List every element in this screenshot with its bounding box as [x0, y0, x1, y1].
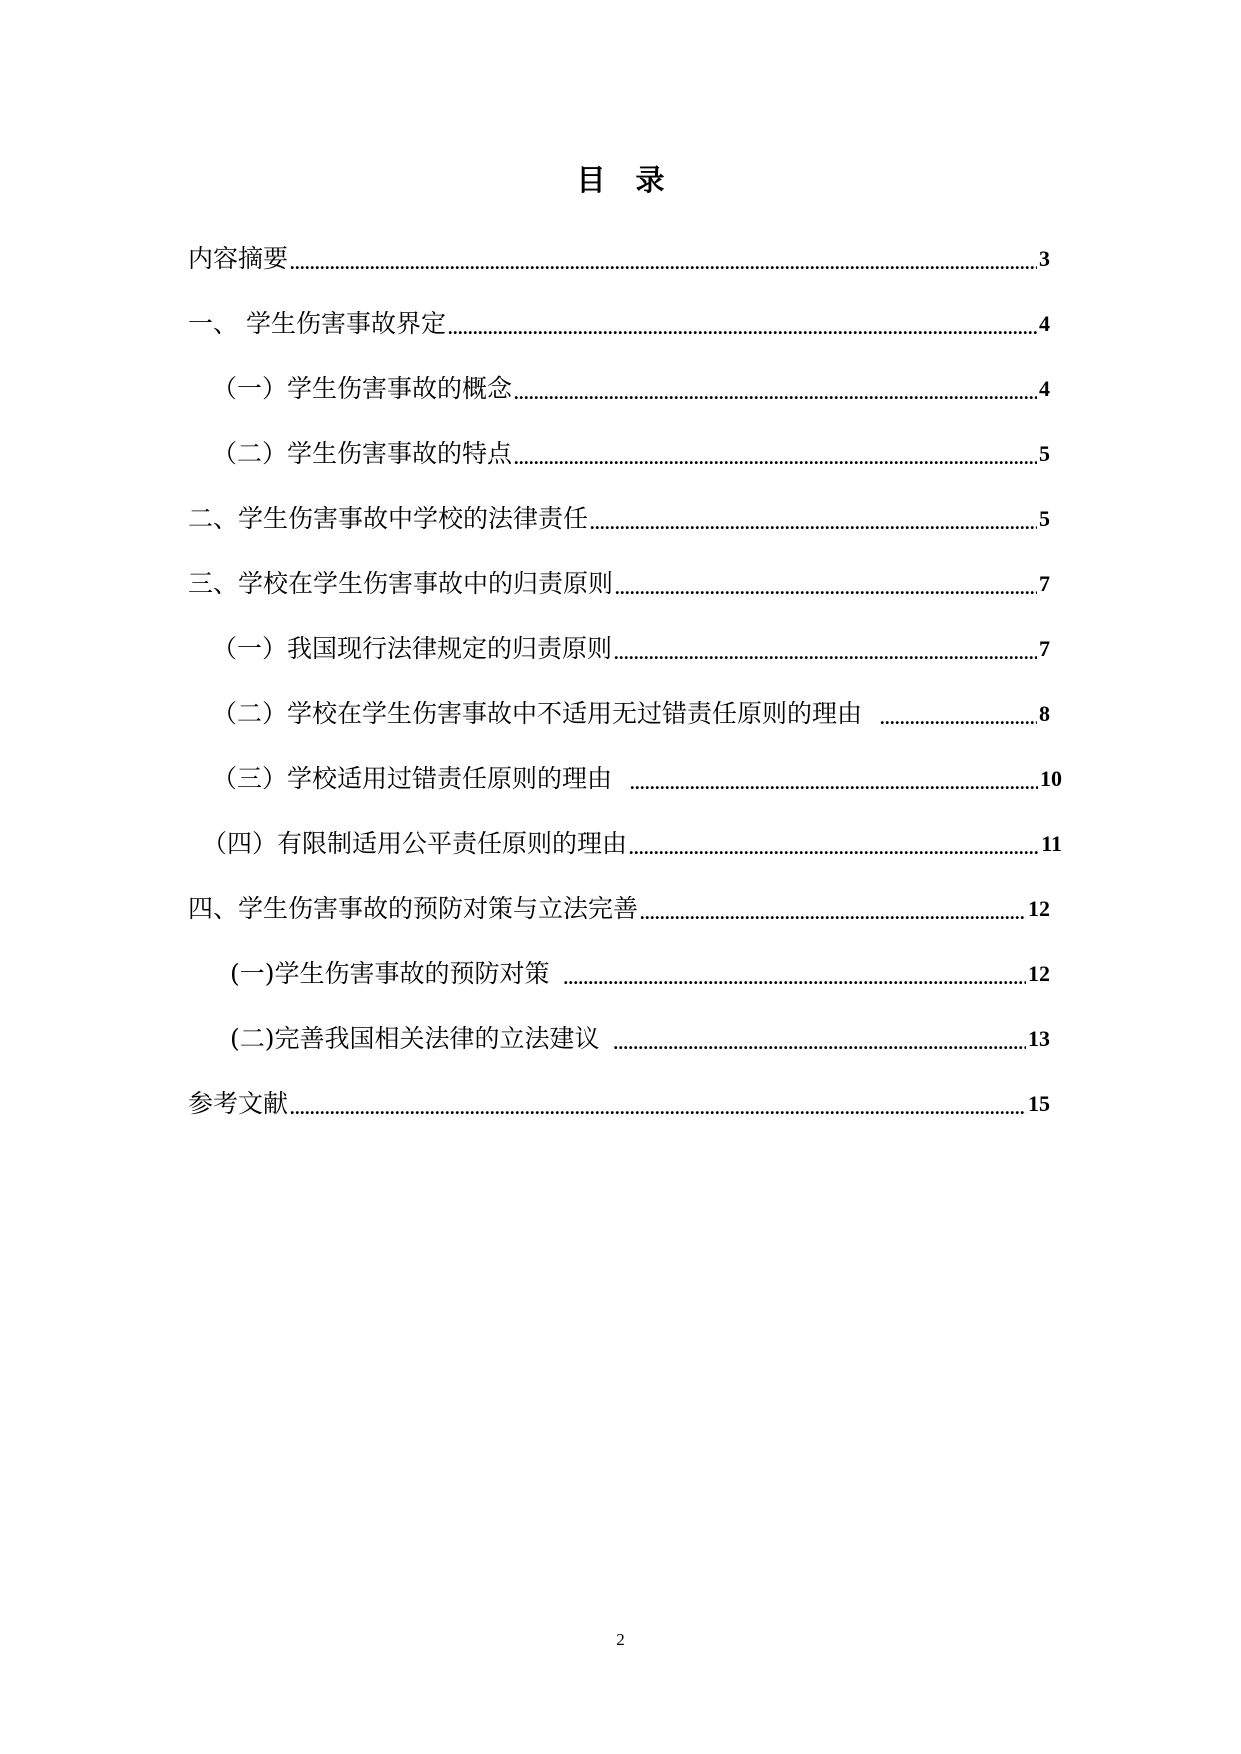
toc-leader: [880, 698, 1037, 730]
toc-leader: [514, 438, 1037, 470]
toc-entry[interactable]: [188, 486, 1050, 551]
toc-entry-label: （三）学校适用过错责任原则的理由: [212, 763, 613, 793]
toc-entry-page: 4: [1039, 375, 1050, 401]
toc-entry-page: 3: [1039, 245, 1050, 271]
page-number: 2: [616, 1630, 625, 1649]
toc-leader: [640, 893, 1026, 925]
toc-entry[interactable]: [188, 811, 1062, 876]
toc-leader: [290, 1088, 1026, 1120]
toc-entry-page: 5: [1039, 440, 1050, 466]
toc-entry[interactable]: [188, 1006, 1050, 1071]
toc-title-part2: 录: [635, 163, 665, 197]
toc-entry[interactable]: [188, 616, 1050, 681]
toc-entry-page: 7: [1039, 570, 1050, 596]
toc-entry-label: (一)学生伤害事故的预防对策: [230, 958, 550, 988]
toc-leader: [614, 1023, 1026, 1055]
toc-entry-label: （二）学生伤害事故的特点: [212, 438, 513, 468]
toc-entry-page: 12: [1028, 895, 1050, 921]
toc-entry-label: 四、学生伤害事故的预防对策与立法完善: [188, 893, 639, 923]
toc-entry-label: 一、 学生伤害事故界定: [188, 308, 446, 338]
toc-entry-label: （一）我国现行法律规定的归责原则: [212, 633, 613, 663]
toc-title: [0, 158, 1241, 199]
toc-leader: [290, 243, 1037, 275]
toc-leader: [630, 763, 1038, 795]
toc-entry-label: （二）学校在学生伤害事故中不适用无过错责任原则的理由: [212, 698, 863, 728]
toc-entry[interactable]: [188, 681, 1050, 746]
toc-entry-page: 5: [1039, 505, 1050, 531]
toc-entry-page: 11: [1041, 830, 1062, 856]
toc-entry-label: 二、学生伤害事故中学校的法律责任: [188, 503, 589, 533]
toc-leader: [590, 503, 1037, 535]
toc-entry-page: 8: [1039, 700, 1050, 726]
toc-entry-label: （四）有限制适用公平责任原则的理由: [202, 828, 628, 858]
toc-entry[interactable]: [188, 941, 1050, 1006]
toc-entry-page: 10: [1040, 765, 1062, 791]
toc-entry-label: (二)完善我国相关法律的立法建议: [230, 1023, 600, 1053]
toc-entry[interactable]: [188, 291, 1050, 356]
toc-entry[interactable]: [188, 876, 1050, 941]
toc-leader: [614, 633, 1037, 665]
toc-entry-page: 15: [1028, 1090, 1050, 1116]
toc-entry-label: 三、学校在学生伤害事故中的归责原则: [188, 568, 614, 598]
toc-entry-label: 内容摘要: [188, 243, 289, 273]
toc-entry[interactable]: [188, 746, 1062, 811]
toc-leader: [615, 568, 1037, 600]
toc-title-part1: 目: [576, 163, 606, 197]
toc-entry[interactable]: [188, 551, 1050, 616]
toc-entry-label: （一）学生伤害事故的概念: [212, 373, 513, 403]
toc-entry-page: 12: [1028, 960, 1050, 986]
toc-leader: [514, 373, 1037, 405]
toc-entry-page: 4: [1039, 310, 1050, 336]
table-of-contents: [188, 226, 1062, 1136]
toc-entry[interactable]: [188, 356, 1050, 421]
toc-leader: [448, 308, 1037, 340]
toc-leader: [629, 828, 1039, 860]
toc-entry[interactable]: [188, 421, 1050, 486]
toc-entry-page: 13: [1028, 1025, 1050, 1051]
toc-entry[interactable]: [188, 226, 1050, 291]
toc-entry[interactable]: [188, 1071, 1050, 1136]
toc-leader: [564, 958, 1026, 990]
toc-entry-page: 7: [1039, 635, 1050, 661]
toc-entry-label: 参考文献: [188, 1088, 289, 1118]
